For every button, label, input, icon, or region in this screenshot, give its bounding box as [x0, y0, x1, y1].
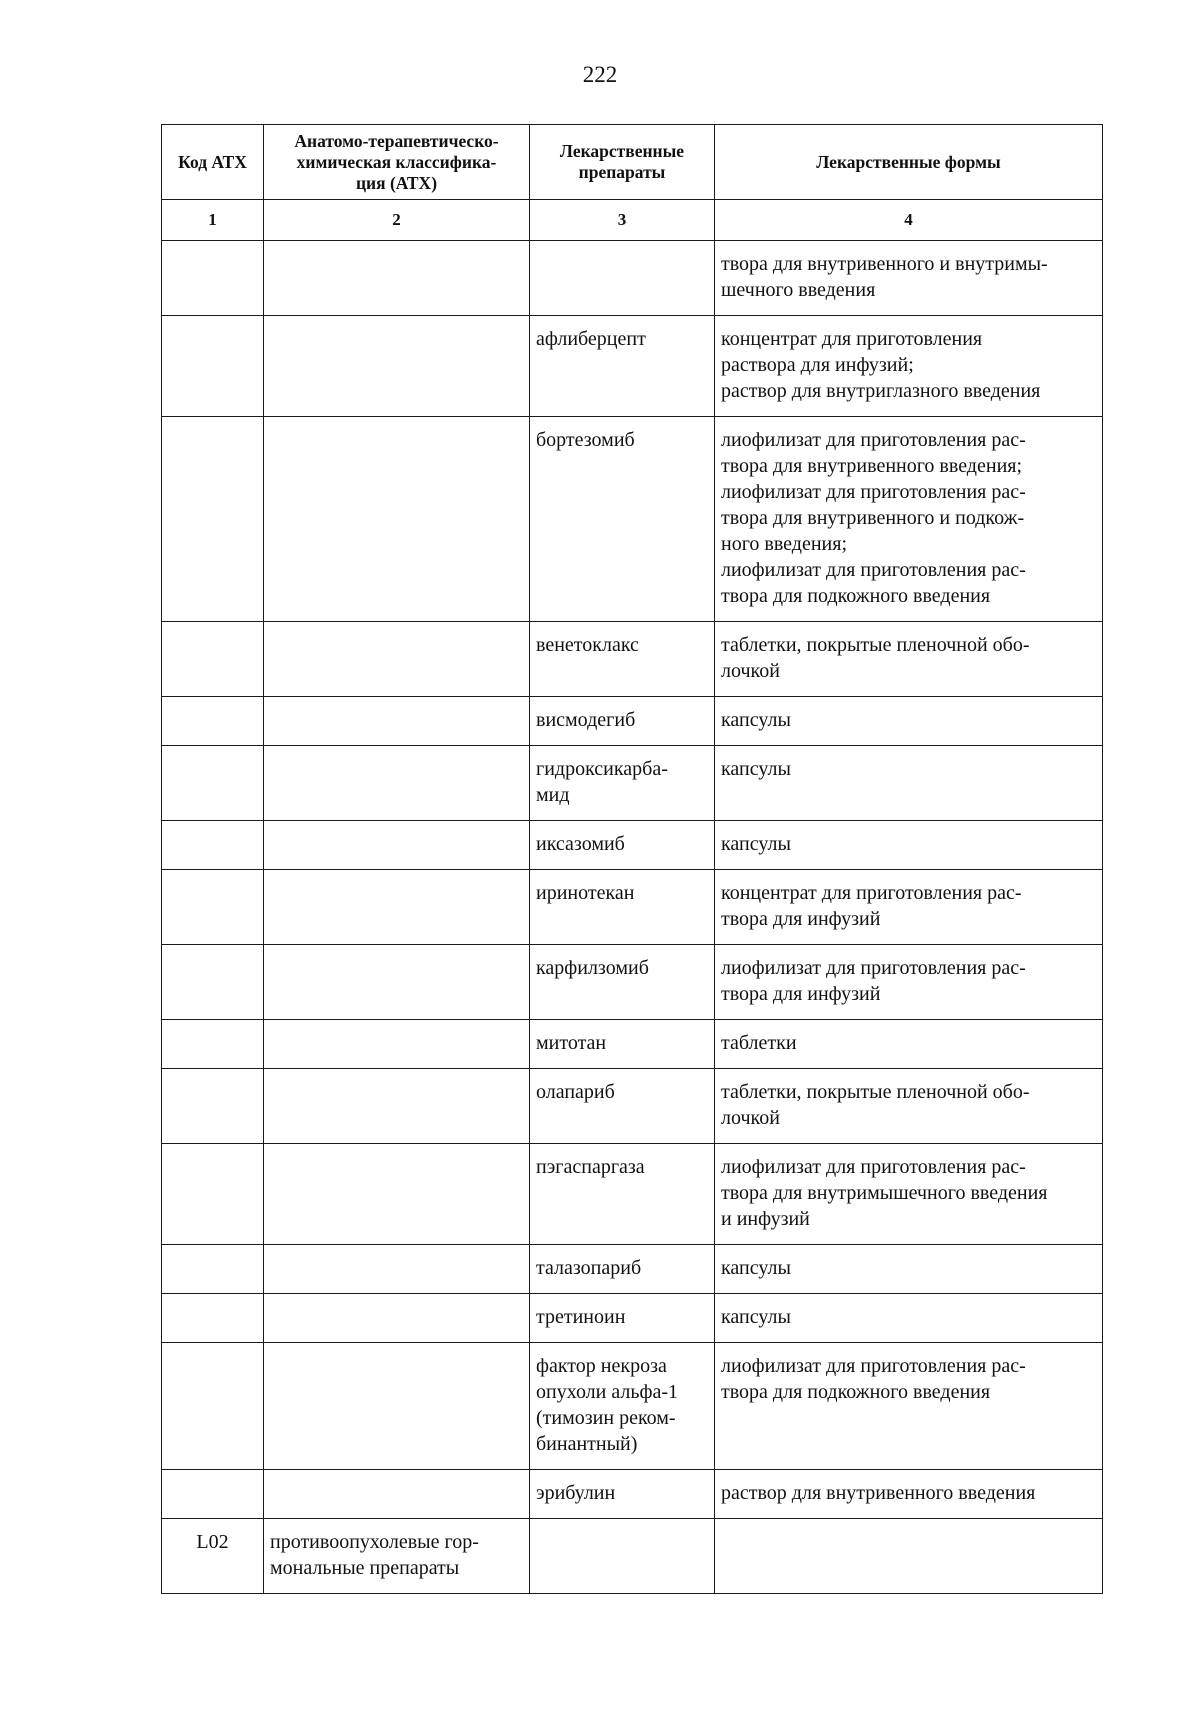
- cell-atx-classification: [264, 945, 530, 1020]
- cell-dosage-form: лиофилизат для приготовления рас- твора для инфузий: [715, 945, 1103, 1020]
- cell-dosage-form: концентрат для приготовления раствора для инфузий; раствор для внутриглазного введения: [715, 316, 1103, 417]
- cell-drug-name: пэгаспаргаза: [530, 1144, 715, 1245]
- cell-atx-code: [162, 1069, 264, 1144]
- table-row: [162, 821, 1103, 870]
- cell-atx-classification: [264, 1245, 530, 1294]
- table-row: [162, 1470, 1103, 1519]
- table-row: [162, 1519, 1103, 1594]
- cell-dosage-form: таблетки, покрытые пленочной обо- лочкой: [715, 622, 1103, 697]
- cell-atx-classification: [264, 1020, 530, 1069]
- cell-atx-classification: [264, 1470, 530, 1519]
- cell-drug-name: висмодегиб: [530, 697, 715, 746]
- cell-atx-classification: [264, 821, 530, 870]
- cell-dosage-form: капсулы: [715, 697, 1103, 746]
- table-row: [162, 316, 1103, 417]
- cell-drug-name: фактор некроза опухоли альфа-1 (тимозин реком- бинантный): [530, 1343, 715, 1470]
- cell-atx-classification: [264, 417, 530, 622]
- cell-atx-classification: [264, 1144, 530, 1245]
- cell-drug-name: [530, 1519, 715, 1594]
- table-row: [162, 241, 1103, 316]
- cell-atx-code: [162, 1343, 264, 1470]
- cell-dosage-form: капсулы: [715, 1245, 1103, 1294]
- cell-atx-classification: [264, 1294, 530, 1343]
- cell-drug-name: митотан: [530, 1020, 715, 1069]
- table-row: [162, 1343, 1103, 1470]
- table-row: [162, 945, 1103, 1020]
- table-row: [162, 746, 1103, 821]
- cell-drug-name: иксазомиб: [530, 821, 715, 870]
- table-row: [162, 1245, 1103, 1294]
- table-row: [162, 622, 1103, 697]
- cell-atx-code: L02: [162, 1519, 264, 1594]
- table-row: [162, 1069, 1103, 1144]
- table-row: [162, 870, 1103, 945]
- table-row: [162, 417, 1103, 622]
- table-header: [162, 125, 1103, 241]
- cell-drug-name: иринотекан: [530, 870, 715, 945]
- cell-atx-code: [162, 945, 264, 1020]
- table-row: [162, 1294, 1103, 1343]
- cell-atx-classification: [264, 1343, 530, 1470]
- cell-atx-code: [162, 1020, 264, 1069]
- cell-drug-name: эрибулин: [530, 1470, 715, 1519]
- cell-dosage-form: капсулы: [715, 821, 1103, 870]
- cell-drug-name: талазопариб: [530, 1245, 715, 1294]
- header-dosage-forms: Лекарственные формы: [715, 125, 1103, 200]
- cell-dosage-form: лиофилизат для приготовления рас- твора для подкожного введения: [715, 1343, 1103, 1470]
- cell-dosage-form: таблетки: [715, 1020, 1103, 1069]
- cell-atx-code: [162, 746, 264, 821]
- cell-dosage-form: раствор для внутривенного введения: [715, 1470, 1103, 1519]
- page-number: 222: [582, 62, 618, 87]
- cell-atx-classification: [264, 316, 530, 417]
- cell-dosage-form: капсулы: [715, 1294, 1103, 1343]
- cell-drug-name: [530, 241, 715, 316]
- cell-atx-code: [162, 697, 264, 746]
- cell-atx-classification: противоопухолевые гор- мональные препараты: [264, 1519, 530, 1594]
- cell-drug-name: олапариб: [530, 1069, 715, 1144]
- cell-dosage-form: лиофилизат для приготовления рас- твора для внутримышечного введения и инфузий: [715, 1144, 1103, 1245]
- cell-drug-name: гидроксикарба- мид: [530, 746, 715, 821]
- cell-drug-name: афлиберцепт: [530, 316, 715, 417]
- cell-dosage-form: таблетки, покрытые пленочной обо- лочкой: [715, 1069, 1103, 1144]
- cell-atx-code: [162, 241, 264, 316]
- cell-dosage-form: [715, 1519, 1103, 1594]
- cell-atx-code: [162, 1294, 264, 1343]
- cell-atx-code: [162, 1245, 264, 1294]
- atx-drug-table: [161, 124, 1103, 1594]
- cell-dosage-form: твора для внутривенного и внутримы- шечного введения: [715, 241, 1103, 316]
- cell-dosage-form: капсулы: [715, 746, 1103, 821]
- header-drugs: Лекарственные препараты: [530, 125, 715, 200]
- header-row: [162, 125, 1103, 200]
- cell-atx-code: [162, 821, 264, 870]
- cell-atx-code: [162, 1470, 264, 1519]
- cell-dosage-form: концентрат для приготовления рас- твора для инфузий: [715, 870, 1103, 945]
- cell-atx-code: [162, 1144, 264, 1245]
- table-row: [162, 1020, 1103, 1069]
- cell-atx-classification: [264, 697, 530, 746]
- table-body: [162, 241, 1103, 1594]
- table-row: [162, 1144, 1103, 1245]
- cell-atx-classification: [264, 1069, 530, 1144]
- column-number: 1: [162, 200, 264, 241]
- cell-drug-name: венетоклакс: [530, 622, 715, 697]
- cell-drug-name: бортезомиб: [530, 417, 715, 622]
- cell-atx-classification: [264, 746, 530, 821]
- cell-atx-code: [162, 870, 264, 945]
- header-atx-classification: Анатомо-терапевтическо- химическая классифика- ция (АТХ): [264, 125, 530, 200]
- header-atx-code: Код АТХ: [162, 125, 264, 200]
- cell-dosage-form: лиофилизат для приготовления рас- твора для внутривенного введения; лиофилизат для приготовления рас- твора для внутривенного и подкож- ного введения; лиофилизат для приготовления рас- твора для подкожного введения: [715, 417, 1103, 622]
- table-row: [162, 697, 1103, 746]
- cell-atx-code: [162, 417, 264, 622]
- cell-atx-code: [162, 316, 264, 417]
- cell-atx-classification: [264, 870, 530, 945]
- cell-atx-classification: [264, 241, 530, 316]
- column-number: 4: [715, 200, 1103, 241]
- cell-atx-classification: [264, 622, 530, 697]
- cell-drug-name: карфилзомиб: [530, 945, 715, 1020]
- cell-drug-name: третиноин: [530, 1294, 715, 1343]
- column-number: 3: [530, 200, 715, 241]
- column-number: 2: [264, 200, 530, 241]
- column-number-row: [162, 200, 1103, 241]
- cell-atx-code: [162, 622, 264, 697]
